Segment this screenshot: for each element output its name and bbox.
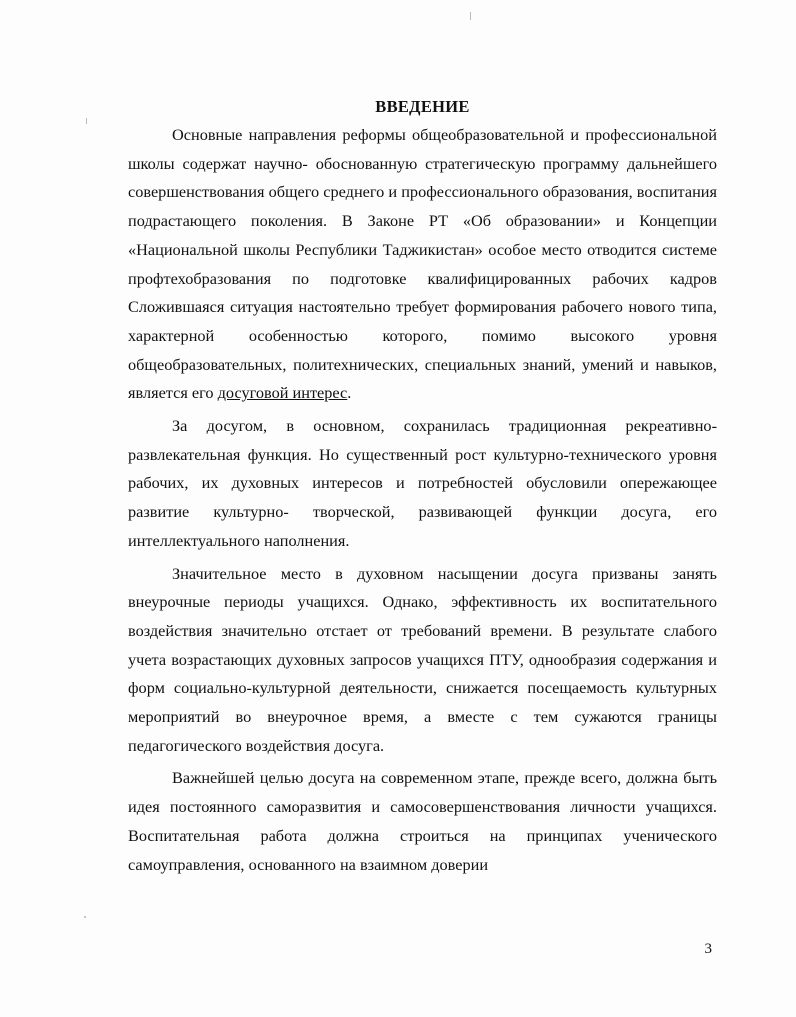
page-number: 3: [704, 941, 712, 957]
document-body: [128, 93, 717, 879]
scan-artifact: [86, 118, 87, 124]
scan-artifact: [470, 12, 471, 20]
paragraph-1-tail: .: [347, 383, 352, 403]
underlined-phrase: досуговой интерес: [217, 383, 348, 403]
scan-artifact: [84, 916, 86, 918]
section-title: ВВЕДЕНИЕ: [375, 97, 470, 116]
paragraph-2: За досугом, в основном, сохранилась традиционная рекреативно-развлекательная функция. Но существенный рост культурно-технического уровня рабочих, их духовных интересов и потребностей обусловили опережающее развитие культурно- творческой, развивающей функции досуга, его интеллектуального наполнения.: [128, 416, 717, 550]
paragraph-1-text: Основные направления реформы общеобразовательной и профессиональной школы содержат научно- обоснованную стратегическую программу дальнейшего совершенствования общего среднего и профессионального образования, воспитания подрастающего поколения. В Законе РТ «Об образовании» и Концепции «Национальной школы Республики Таджикистан» особое место отводится системе профтехобразования по подготовке квалифицированных рабочих кадров Сложившаяся ситуация настоятельно требует формирования рабочего нового типа, характерной особенностью которого, помимо высокого уровня общеобразовательных, политехнических, специальных знаний, умений и навыков, является его: [128, 125, 717, 403]
paragraph-3: Значительное место в духовном насыщении досуга призваны занять внеурочные периоды учащихся. Однако, эффективность их воспитательного воздействия значительно отстает от требований времени. В результате слабого учета возрастающих духовных запросов учащихся ПТУ, однообразия содержания и форм социально-культурной деятельности, снижается посещаемость культурных мероприятий во внеурочное время, а вместе с тем сужаются границы педагогического воздействия досуга.: [128, 563, 717, 755]
paragraph-4: Важнейшей целью досуга на современном этапе, прежде всего, должна быть идея постоянного саморазвития и самосовершенствования личности учащихся. Воспитательная работа должна строиться на принципах ученического самоуправления, основанного на взаимном доверии: [128, 768, 717, 874]
paragraph-1: [128, 121, 717, 408]
